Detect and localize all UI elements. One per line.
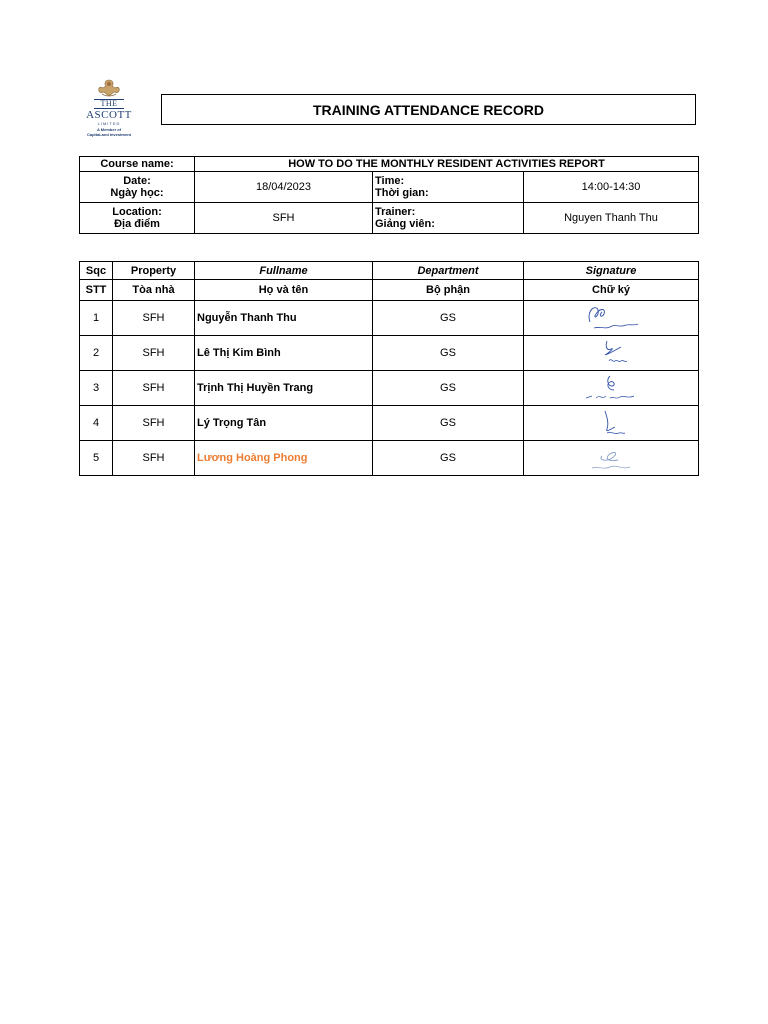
- header-ho-ten: Họ và tên: [195, 280, 373, 301]
- trainer-label: [373, 203, 524, 234]
- logo-limited: LIMITED: [97, 121, 121, 126]
- course-name-label: Course name:: [80, 157, 195, 172]
- page-title: TRAINING ATTENDANCE RECORD: [161, 94, 696, 125]
- trainer-label-en: Trainer:: [375, 206, 416, 218]
- row-stt: 4: [80, 406, 113, 441]
- row-signature: [524, 301, 699, 336]
- row-dept: GS: [373, 336, 524, 371]
- row-name: Lê Thị Kim Bình: [195, 336, 373, 371]
- header-stt: STT: [80, 280, 113, 301]
- logo-ascott: ASCOTT: [86, 109, 132, 121]
- header-toa-nha: Tòa nhà: [113, 280, 195, 301]
- date-row: [80, 172, 699, 203]
- row-stt: 2: [80, 336, 113, 371]
- row-property: SFH: [113, 441, 195, 476]
- row-signature: [524, 441, 699, 476]
- row-signature: [524, 371, 699, 406]
- row-name: Nguyễn Thanh Thu: [195, 301, 373, 336]
- course-name-value: HOW TO DO THE MONTHLY RESIDENT ACTIVITIES REPORT: [195, 157, 699, 172]
- signature-image: [581, 337, 641, 369]
- table-row: [80, 336, 699, 371]
- time-label: [373, 172, 524, 203]
- row-stt: 5: [80, 441, 113, 476]
- trainer-label-vi: Giảng viên:: [375, 218, 435, 230]
- header-sqc: Sqc: [80, 262, 113, 280]
- header-signature: Signature: [524, 262, 699, 280]
- signature-image: [576, 442, 646, 474]
- time-value: 14:00-14:30: [524, 172, 699, 203]
- row-dept: GS: [373, 441, 524, 476]
- logo-member-line2: CapitaLand Investment: [86, 132, 131, 137]
- logo-member-line1: A Member of: [96, 127, 122, 132]
- table-row: [80, 301, 699, 336]
- header-department: Department: [373, 262, 524, 280]
- location-value: SFH: [195, 203, 373, 234]
- date-label-en: Date:: [123, 175, 151, 187]
- table-row: [80, 406, 699, 441]
- signature-image: [576, 372, 646, 404]
- signature-image: [576, 302, 646, 334]
- signature-image: [581, 407, 641, 439]
- row-name: Lý Trọng Tân: [195, 406, 373, 441]
- row-name: Trịnh Thị Huyền Trang: [195, 371, 373, 406]
- header-row-en: [80, 262, 699, 280]
- row-stt: 1: [80, 301, 113, 336]
- row-stt: 3: [80, 371, 113, 406]
- trainer-value: Nguyen Thanh Thu: [524, 203, 699, 234]
- ascott-logo: [78, 78, 140, 144]
- row-property: SFH: [113, 406, 195, 441]
- attendance-table: [79, 261, 699, 476]
- row-name: Lương Hoàng Phong: [195, 441, 373, 476]
- header-bo-phan: Bộ phận: [373, 280, 524, 301]
- location-row: [80, 203, 699, 234]
- crest-icon: [92, 78, 126, 98]
- time-label-vi: Thời gian:: [375, 187, 429, 199]
- course-row: [80, 157, 699, 172]
- date-label: [80, 172, 195, 203]
- location-label-vi: Địa điểm: [114, 218, 160, 230]
- row-signature: [524, 336, 699, 371]
- row-dept: GS: [373, 301, 524, 336]
- location-label: [80, 203, 195, 234]
- table-row: [80, 371, 699, 406]
- row-dept: GS: [373, 406, 524, 441]
- header-row-vi: [80, 280, 699, 301]
- date-label-vi: Ngày học:: [110, 187, 164, 199]
- time-label-en: Time:: [375, 175, 405, 187]
- row-property: SFH: [113, 371, 195, 406]
- header-chu-ky: Chữ ký: [524, 280, 699, 301]
- table-row: [80, 441, 699, 476]
- row-property: SFH: [113, 336, 195, 371]
- row-signature: [524, 406, 699, 441]
- row-property: SFH: [113, 301, 195, 336]
- course-info-table: [79, 156, 699, 234]
- row-dept: GS: [373, 371, 524, 406]
- location-label-en: Location:: [112, 206, 162, 218]
- header-property: Property: [113, 262, 195, 280]
- date-value: 18/04/2023: [195, 172, 373, 203]
- header-fullname: Fullname: [195, 262, 373, 280]
- logo-the: THE: [94, 99, 124, 109]
